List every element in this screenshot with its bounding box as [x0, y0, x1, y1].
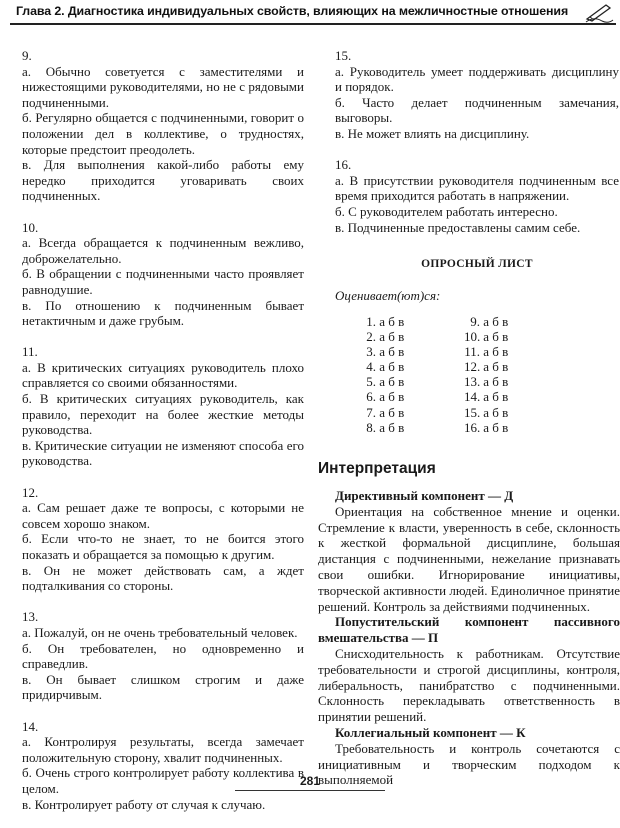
answer-choices[interactable]: а б в [379, 389, 405, 405]
question-number: 11. [22, 344, 38, 360]
question-number: 16. [335, 157, 352, 173]
option-c: в. Критические ситуации не изменяют способа его руководства. [22, 437, 304, 469]
question-number: 13. [22, 609, 39, 625]
component-text: Ориентация на собственное мнение и оценки. Стремление к власти, уверенность в себе, склонность к жесткой формальной дисциплине, большая дистанция с подчиненными, нежелание признавать свои ошибки. Игнорирование инициативы, творческой активности людей. Единоличное принятие решений. Контроль за действиями подчиненных. [318, 503, 620, 614]
answer-choices[interactable]: а б в [483, 404, 509, 420]
answer-row-number: 16. [464, 419, 481, 435]
question-13 [22, 609, 304, 703]
option-b: б. Часто делает подчиненным замечания, выговоры. [335, 94, 619, 126]
answer-row-number: 8. [366, 419, 376, 435]
answer-row [362, 420, 442, 435]
answer-column-left [362, 314, 442, 435]
answer-choices[interactable]: а б в [483, 389, 509, 405]
answer-row-number: 7. [366, 404, 376, 420]
component-heading: Директивный компонент — Д [335, 488, 514, 503]
question-12 [22, 485, 304, 594]
answer-choices[interactable]: а б в [483, 329, 509, 345]
question-number: 14. [22, 718, 39, 734]
answer-row [362, 405, 442, 420]
answer-row-number: 2. [366, 329, 376, 345]
component-text: Требовательность и контроль сочетаются с инициативным и творческим подходом к выполняемой [318, 740, 620, 788]
component-heading: Коллегиальный компонент — К [335, 724, 526, 740]
answer-row-number: 10. [464, 329, 481, 345]
option-c: в. Для выполнения какой-либо работы ему нередко приходится уговаривать своих подчиненных. [22, 157, 304, 204]
answer-column-right [464, 314, 544, 435]
header-rule [10, 23, 616, 25]
option-a: а. В присутствии руководителя подчиненным все время приходится работать в напряжении. [335, 172, 619, 204]
answer-row [464, 389, 544, 404]
option-b: б. В обращении с подчиненными часто проявляет равнодушие. [22, 266, 304, 297]
answer-row [362, 344, 442, 359]
option-c: в. Контролирует работу от случая к случаю. [22, 796, 266, 812]
option-c: в. Он бывает слишком строгим и даже придирчивым. [22, 671, 304, 703]
option-a: а. Обычно советуется с заместителями и нижестоящими руководителями, но не с рядовыми подчиненными. [22, 63, 304, 110]
option-b: б. Очень строго контролирует работу коллектива в целом. [22, 765, 304, 796]
option-c: в. Не может влиять на дисциплину. [335, 125, 530, 141]
option-a: а. Пожалуй, он не очень требовательный человек. [22, 624, 298, 640]
component-text: Снисходительность к работникам. Отсутствие требовательности и строгой дисциплины, контроля, либеральность, панибратство с подчиненными. Склонность перекладывать ответственность в принятии решений. [318, 645, 620, 725]
option-c: в. По отношению к подчиненным бывает нетактичным и даже грубым. [22, 297, 304, 329]
answer-choices[interactable]: а б в [483, 374, 509, 390]
component-heading: Попустительский компонент пассивного вмешательства — П [318, 614, 620, 646]
answer-row-number: 5. [366, 374, 376, 390]
chapter-title: Глава 2. Диагностика индивидуальных свойств, влияющих на межличностные отношения [16, 4, 569, 18]
question-number: 10. [22, 219, 39, 235]
answer-row [362, 359, 442, 374]
answer-row [362, 314, 442, 329]
answer-row [362, 374, 442, 389]
answer-row-number: 12. [464, 359, 481, 375]
question-14 [22, 719, 304, 813]
option-c: в. Он не может действовать сам, а ждет подталкивания со стороны. [22, 562, 304, 594]
answer-row [362, 389, 442, 404]
answer-choices[interactable]: а б в [379, 314, 405, 329]
answer-row [362, 329, 442, 344]
answer-choices[interactable]: а б в [379, 329, 405, 345]
left-column [22, 48, 304, 828]
right-column [335, 48, 619, 251]
answer-row [464, 374, 544, 389]
option-b: б. Если что-то не знает, то не боится этого показать и обращается за помощью к другим. [22, 531, 304, 562]
writing-hand-icon [584, 1, 614, 23]
answer-row-number: 11. [464, 344, 480, 360]
option-b: б. С руководителем работать интересно. [335, 203, 558, 219]
question-number: 9. [22, 48, 32, 63]
question-11 [22, 344, 304, 469]
interpretation-body [318, 488, 620, 788]
answer-row-number: 4. [366, 359, 376, 375]
answer-row-number: 13. [464, 374, 481, 390]
question-16 [335, 157, 619, 235]
question-9 [22, 48, 304, 204]
evaluator-label: Оценивает(ют)ся: [335, 288, 441, 303]
option-b: б. Он требователен, но одновременно и справедлив. [22, 640, 304, 672]
answer-row [464, 344, 544, 359]
answer-choices[interactable]: а б в [379, 359, 405, 375]
answer-choices[interactable]: а б в [483, 359, 509, 375]
answer-row [464, 405, 544, 420]
option-a: а. Контролируя результаты, всегда замечает положительную сторону, хвалит подчиненных. [22, 734, 304, 765]
answer-row [464, 420, 544, 435]
page-header [10, 2, 616, 24]
option-a: а. Всегда обращается к подчиненным вежливо, доброжелательно. [22, 235, 304, 266]
answer-choices[interactable]: а б в [379, 344, 405, 360]
question-15 [335, 48, 619, 142]
option-b: б. В критических ситуациях руководитель, как правило, переходит на более жесткие методы руководства. [22, 391, 304, 438]
option-a: а. Руководитель умеет поддерживать дисциплину и порядок. [335, 63, 619, 95]
option-b: б. Регулярно общается с подчиненными, говорит о положении дел в коллективе, о трудностях, которые предстоит преодолеть. [22, 110, 304, 157]
answer-row [464, 329, 544, 344]
answer-row [464, 314, 544, 329]
question-number: 12. [22, 484, 39, 500]
footer-rule [235, 790, 385, 791]
answer-choices[interactable]: а б в [379, 419, 405, 435]
answer-choices[interactable]: а б в [483, 314, 509, 329]
option-c: в. Подчиненные предоставлены самим себе. [335, 219, 581, 235]
answer-row [464, 359, 544, 374]
answer-row-number: 14. [464, 389, 481, 405]
page-number: 281 [299, 774, 321, 788]
interpretation-title: Интерпретация [318, 460, 436, 477]
answer-choices[interactable]: а б в [379, 404, 405, 420]
option-a: а. В критических ситуациях руководитель плохо справляется со своими обязанностями. [22, 359, 304, 391]
answer-choices[interactable]: а б в [483, 344, 509, 360]
answer-row-number: 6. [366, 389, 376, 405]
answer-row-number: 15. [464, 404, 481, 420]
answer-row-number: 3. [366, 344, 376, 360]
answer-row-number: 9. [470, 314, 480, 329]
option-a: а. Сам решает даже те вопросы, с которыми не совсем хорошо знаком. [22, 500, 304, 531]
questionnaire-title: ОПРОСНЫЙ ЛИСТ [421, 258, 533, 270]
question-number: 15. [335, 48, 352, 63]
answer-row-number: 1. [366, 314, 376, 329]
answer-choices[interactable]: а б в [483, 419, 509, 435]
answer-choices[interactable]: а б в [379, 374, 405, 390]
question-10 [22, 220, 304, 329]
